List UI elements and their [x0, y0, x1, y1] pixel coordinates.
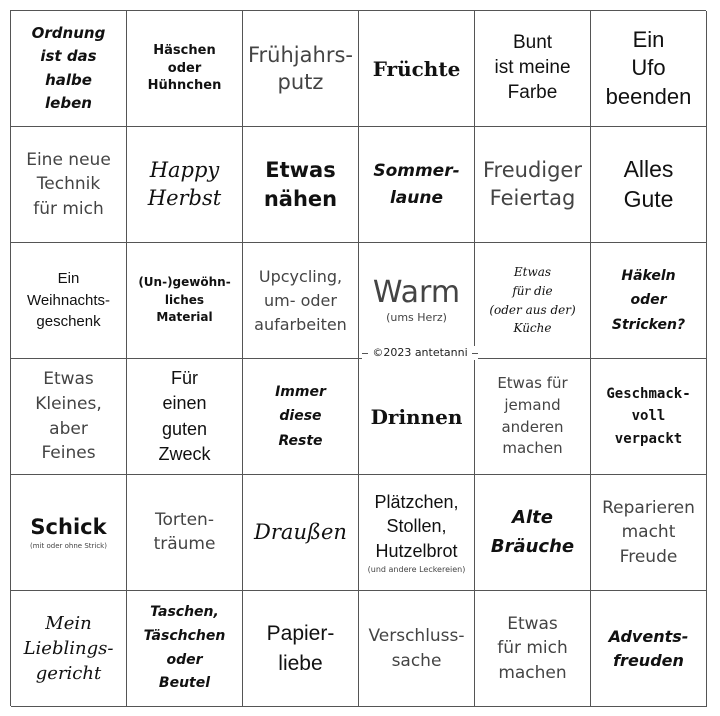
bingo-cell	[11, 127, 127, 243]
bingo-cell	[127, 475, 243, 591]
bingo-cell	[11, 243, 127, 359]
bingo-cell	[359, 127, 475, 243]
bingo-cell	[359, 475, 475, 591]
cell-label: Sommer- laune	[373, 161, 460, 208]
bingo-cell	[11, 591, 127, 707]
cell-label: Mein Lieblings- gericht	[23, 612, 114, 685]
cell-label: Plätzchen, Stollen, Hutzelbrot	[374, 492, 459, 561]
bingo-cell	[11, 11, 127, 127]
cell-label: Papier- liebe	[266, 622, 335, 675]
cell-label: Taschen, Täschchen oder Beutel	[143, 603, 226, 692]
bingo-cell	[591, 359, 707, 475]
bingo-cell	[591, 243, 707, 359]
cell-label: Verschluss- sache	[368, 625, 465, 671]
cell-label: Etwas für mich machen	[497, 613, 568, 683]
cell-label: Reparieren macht Freude	[602, 497, 695, 567]
bingo-cell	[591, 475, 707, 591]
cell-label: Advents- freuden	[608, 626, 689, 670]
bingo-cell	[243, 127, 359, 243]
cell-label: Geschmack- voll verpackt	[606, 385, 691, 447]
cell-sublabel: (mit oder ohne Strick)	[30, 541, 107, 550]
bingo-cell	[11, 475, 127, 591]
cell-sublabel: (und andere Leckereien)	[367, 565, 466, 575]
cell-label: Etwas für jemand anderen machen	[497, 374, 568, 458]
bingo-cell	[243, 11, 359, 127]
cell-label: Ordnung ist das halbe leben	[31, 24, 106, 112]
bingo-cell	[591, 127, 707, 243]
cell-label: Eine neue Technik für mich	[26, 149, 111, 219]
bingo-cell	[359, 11, 475, 127]
bingo-cell	[11, 359, 127, 475]
bingo-cell	[475, 243, 591, 359]
cell-label: Ein Ufo beenden	[605, 26, 692, 109]
bingo-cell	[475, 475, 591, 591]
bingo-cell	[127, 127, 243, 243]
cell-label: Warm	[372, 275, 461, 311]
copyright-credit: ©2023 antetanni	[362, 346, 478, 360]
cell-label: Etwas für die (oder aus der) Küche	[489, 265, 576, 336]
cell-label: (Un-)gewöhn- liches Material	[138, 275, 231, 325]
bingo-cell	[359, 359, 475, 475]
cell-label: Frühjahrs- putz	[248, 43, 353, 94]
bingo-cell	[475, 359, 591, 475]
bingo-cell	[475, 591, 591, 707]
bingo-cell	[127, 11, 243, 127]
bingo-cell	[475, 127, 591, 243]
cell-label: Upcycling, um- oder aufarbeiten	[254, 266, 347, 334]
bingo-cell	[127, 591, 243, 707]
bingo-cell	[243, 359, 359, 475]
bingo-cell	[127, 243, 243, 359]
bingo-cell	[243, 243, 359, 359]
cell-label: Happy Herbst	[147, 158, 222, 210]
bingo-cell	[591, 11, 707, 127]
cell-label: Häkeln oder Stricken?	[611, 267, 686, 333]
cell-label: Etwas nähen	[263, 158, 338, 211]
bingo-cell	[591, 591, 707, 707]
cell-label: Draußen	[254, 519, 347, 544]
cell-label: Schick	[30, 514, 107, 539]
bingo-cell	[243, 475, 359, 591]
bingo-cell	[475, 11, 591, 127]
bingo-cell	[243, 591, 359, 707]
cell-label: Für einen guten Zweck	[158, 368, 211, 464]
cell-label: Früchte	[372, 56, 461, 81]
cell-label: Häschen oder Hühnchen	[147, 43, 222, 94]
cell-label: Freudiger Feiertag	[482, 158, 582, 210]
bingo-cell	[127, 359, 243, 475]
cell-sublabel: (ums Herz)	[386, 311, 447, 325]
cell-label: Immer diese Reste	[275, 383, 326, 449]
bingo-cell	[359, 591, 475, 707]
cell-label: Alles Gute	[623, 155, 674, 212]
cell-label: Alte Bräuche	[490, 506, 575, 557]
bingo-grid	[10, 10, 706, 706]
cell-label: Drinnen	[370, 404, 463, 429]
cell-label: Bunt ist meine Farbe	[494, 32, 571, 103]
cell-label: Torten- träume	[153, 509, 216, 554]
bingo-cell	[359, 243, 475, 359]
cell-label: Ein Weihnachts- geschenk	[26, 269, 111, 331]
cell-label: Etwas Kleines, aber Feines	[35, 369, 102, 464]
